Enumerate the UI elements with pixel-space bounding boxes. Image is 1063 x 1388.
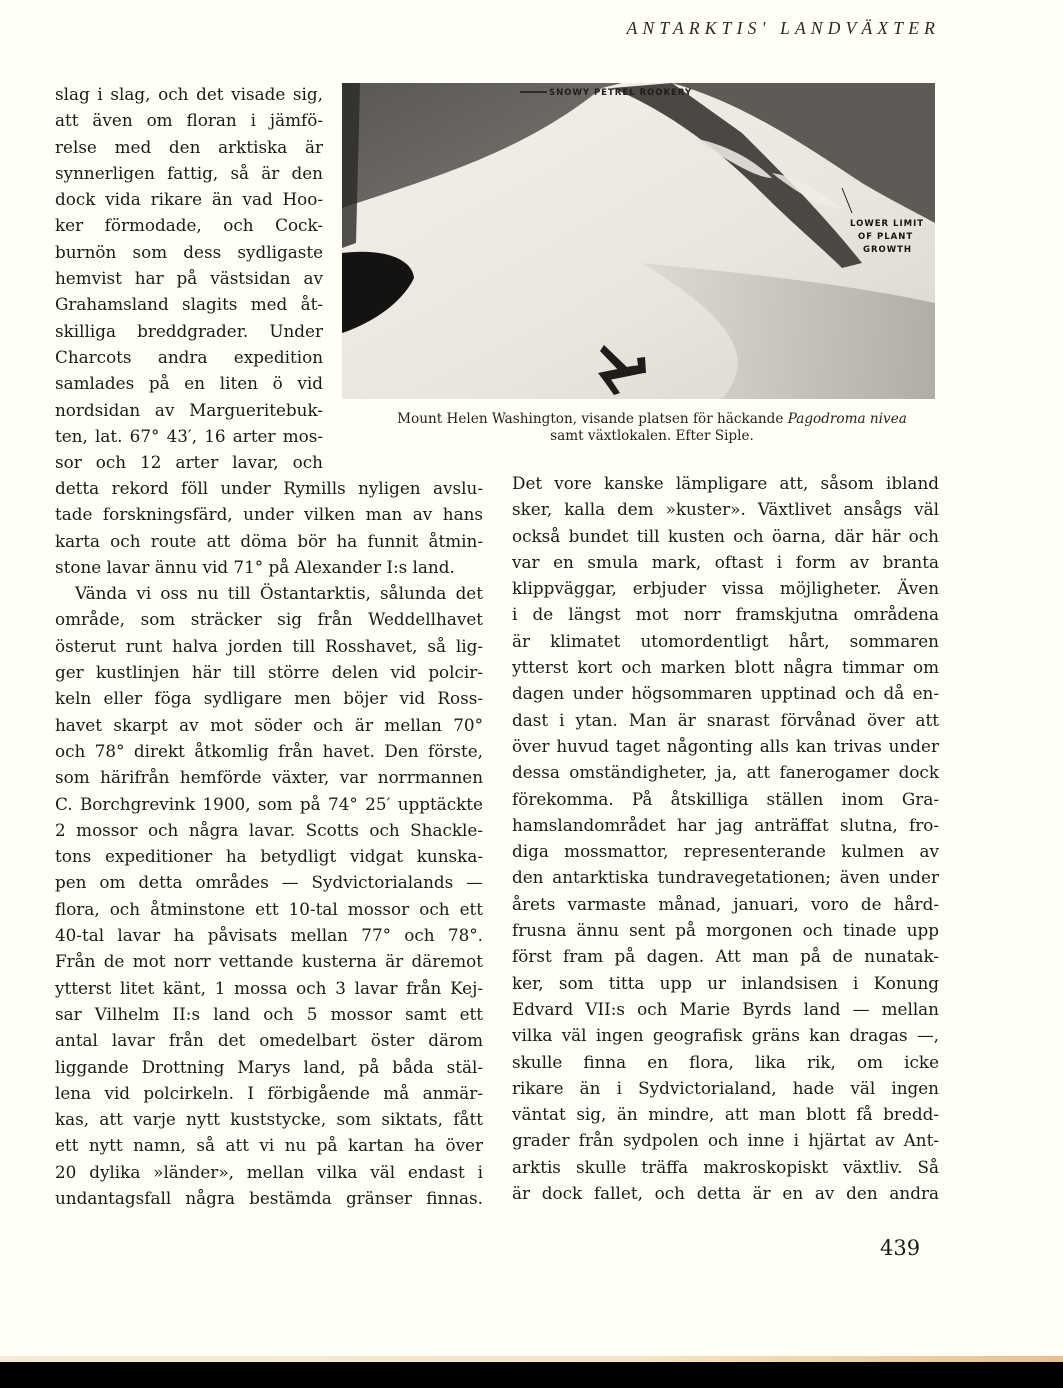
text-line: Från de mot norr vettande kusterna är däremot xyxy=(55,951,483,972)
text-line: klippväggar, erbjuder vissa möjligheter. Även xyxy=(512,578,939,599)
text-line: nordsidan av Margueritebuk- xyxy=(55,399,323,420)
text-line: ger kustlinjen här till större delen vid polcir- xyxy=(55,662,483,683)
text-line: väntat sig, än mindre, att man blott få bredd- xyxy=(512,1104,939,1125)
text-line: skilliga breddgrader. Under xyxy=(55,320,323,341)
text-line: antal lavar från det omedelbart öster därom xyxy=(55,1030,483,1051)
text-line: i de längst mot norr framskjutna områdena xyxy=(512,604,939,625)
text-line: att även om floran i jämfö- xyxy=(55,110,323,131)
text-line: burnön som dess sydligaste xyxy=(55,241,323,262)
text-line: 2 mossor och några lavar. Scotts och Shackle- xyxy=(55,819,483,840)
text-line: 20 dylika »länder», mellan vilka väl endast i xyxy=(55,1161,483,1182)
text-line: synnerligen fattig, så är den xyxy=(55,162,323,183)
text-line: ytterst litet känt, 1 mossa och 3 lavar från Kej- xyxy=(55,977,483,998)
text-line: liggande Drottning Marys land, på båda stäl- xyxy=(55,1056,483,1077)
text-line: den antarktiska tundravegetationen; även under xyxy=(512,867,939,888)
text-line: är klimatet utomordentligt hårt, sommaren xyxy=(512,630,939,651)
text-line: grader från sydpolen och inne i hjärtat av Ant- xyxy=(512,1130,939,1151)
text-line: är dock fallet, och detta är en av den andra xyxy=(512,1183,939,1204)
text-line: hamslandområdet har jag anträffat slutna, fro- xyxy=(512,814,939,835)
text-line: hemvist har på västsidan av xyxy=(55,268,323,289)
text-line: diga mossmattor, representerande kulmen av xyxy=(512,841,939,862)
text-line: keln eller föga sydligare men böjer vid Ross- xyxy=(55,688,483,709)
text-line: Grahamsland slagits med åt- xyxy=(55,294,323,315)
text-line: kas, att varje nytt kuststycke, som siktats, fått xyxy=(55,1109,483,1130)
text-line: karta och route att döma bör ha funnit åtmin- xyxy=(55,530,483,551)
page-number: 439 xyxy=(880,1236,921,1260)
text-line: Edvard VII:s och Marie Byrds land — mellan xyxy=(512,998,939,1019)
text-line: tade forskningsfärd, under vilken man av hans xyxy=(55,504,483,525)
text-line: ett nytt namn, så att vi nu på kartan ha över xyxy=(55,1135,483,1156)
text-line: också bundet till kusten och öarna, där här och xyxy=(512,525,939,546)
text-line: över huvud taget någonting alls kan trivas under xyxy=(512,735,939,756)
text-line: dessa omständigheter, ja, att fanerogamer dock xyxy=(512,762,939,783)
text-line: sar Vilhelm II:s land och 5 mossor samt ett xyxy=(55,1003,483,1024)
text-line: relse med den arktiska är xyxy=(55,136,323,157)
text-line: först fram på dagen. Att man på de nunatak- xyxy=(512,946,939,967)
text-line: pen om detta områdes — Sydvictorialands — xyxy=(55,872,483,893)
left-column-narrow-text xyxy=(55,81,323,475)
text-line: årets varmaste månad, januari, voro de hård- xyxy=(512,893,939,914)
aerial-photo xyxy=(342,83,935,399)
left-column-text xyxy=(55,475,483,1211)
text-line: sor och 12 arter lavar, och xyxy=(55,452,323,473)
text-line: dast i ytan. Man är snarast förvånad över att xyxy=(512,709,939,730)
paragraph-start-line: Vända vi oss nu till Östantarktis, sålunda det xyxy=(75,583,483,604)
text-line: och 78° direkt åtkomlig från havet. Den förste, xyxy=(55,740,483,761)
text-line: detta rekord föll under Rymills nyligen avslu- xyxy=(55,478,483,498)
text-line: skulle finna en flora, lika rik, om icke xyxy=(512,1051,939,1072)
text-line: stone lavar ännu vid 71° på Alexander I:s land. xyxy=(55,556,455,577)
text-line: undantagsfall några bestämda gränser finnas. xyxy=(55,1188,483,1209)
photo-mount-helen-washington xyxy=(342,83,935,399)
text-line: flora, och åtminstone ett 10-tal mossor och ett xyxy=(55,898,483,919)
scan-border xyxy=(0,1362,1063,1388)
text-line: 40-tal lavar ha påvisats mellan 77° och 78°. xyxy=(55,925,483,946)
text-line: samlades på en liten ö vid xyxy=(55,373,323,394)
text-line: ytterst kort och marken blott några timmar om xyxy=(512,657,939,678)
photo-label-rookery: SNOWY PETREL ROOKERY xyxy=(549,88,693,98)
text-line: arktis skulle träffa makroskopiskt växtliv. Så xyxy=(512,1156,939,1177)
text-line: sker, kalla dem »kuster». Växtlivet ansågs väl xyxy=(512,499,939,520)
text-line: ker förmodade, och Cock- xyxy=(55,215,323,236)
text-line: Det vore kanske lämpligare att, såsom ibland xyxy=(512,473,939,493)
text-line: Charcots andra expedition xyxy=(55,346,323,367)
text-line: lena vid polcirkeln. I förbigående må anmär- xyxy=(55,1082,483,1103)
text-line: rikare än i Sydvictorialand, hade väl ingen xyxy=(512,1077,939,1098)
figure-caption xyxy=(342,411,962,445)
text-line: dock vida rikare än vad Hoo- xyxy=(55,189,323,210)
text-line: tons expeditioner ha betydligt vidgat kunska- xyxy=(55,846,483,867)
text-line: område, som sträcker sig från Weddellhavet xyxy=(55,609,483,630)
text-line: var en smula mark, oftast i form av branta xyxy=(512,551,939,572)
text-line: förekomma. På åtskilliga ställen inom Gra- xyxy=(512,788,939,809)
text-line: dagen under högsommaren upptinad och då en- xyxy=(512,683,939,704)
text-line: ten, lat. 67° 43′, 16 arter mos- xyxy=(55,425,323,446)
running-head: ANTARKTIS' LANDVÄXTER xyxy=(626,18,940,38)
right-column-text xyxy=(512,470,939,1206)
text-line: C. Borchgrevink 1900, som på 74° 25′ upptäckte xyxy=(55,793,483,814)
text-line: slag i slag, och det visade sig, xyxy=(55,84,323,104)
text-line: österut runt halva jorden till Rosshavet, så lig- xyxy=(55,635,483,656)
text-line: frusna ännu sent på morgonen och tinade upp xyxy=(512,920,939,941)
text-line: ker, som titta upp ur inlandsisen i Konung xyxy=(512,972,939,993)
caption-species-name: Pagodroma nivea xyxy=(787,411,907,427)
photo-label-lower-limit-3: GROWTH xyxy=(863,245,913,255)
text-line: vilka väl ingen geografisk gräns kan dragas —, xyxy=(512,1025,939,1046)
text-line: havet skarpt av mot söder och är mellan 70° xyxy=(55,714,483,735)
text-line: som härifrån hemförde växter, var norrmannen xyxy=(55,767,483,788)
caption-text-line2: samt växtlokalen. Efter Siple. xyxy=(550,428,754,444)
photo-label-lower-limit-2: OF PLANT xyxy=(858,232,914,242)
photo-label-lower-limit-1: LOWER LIMIT xyxy=(850,219,925,229)
caption-text: Mount Helen Washington, visande platsen för häckande xyxy=(397,411,788,427)
